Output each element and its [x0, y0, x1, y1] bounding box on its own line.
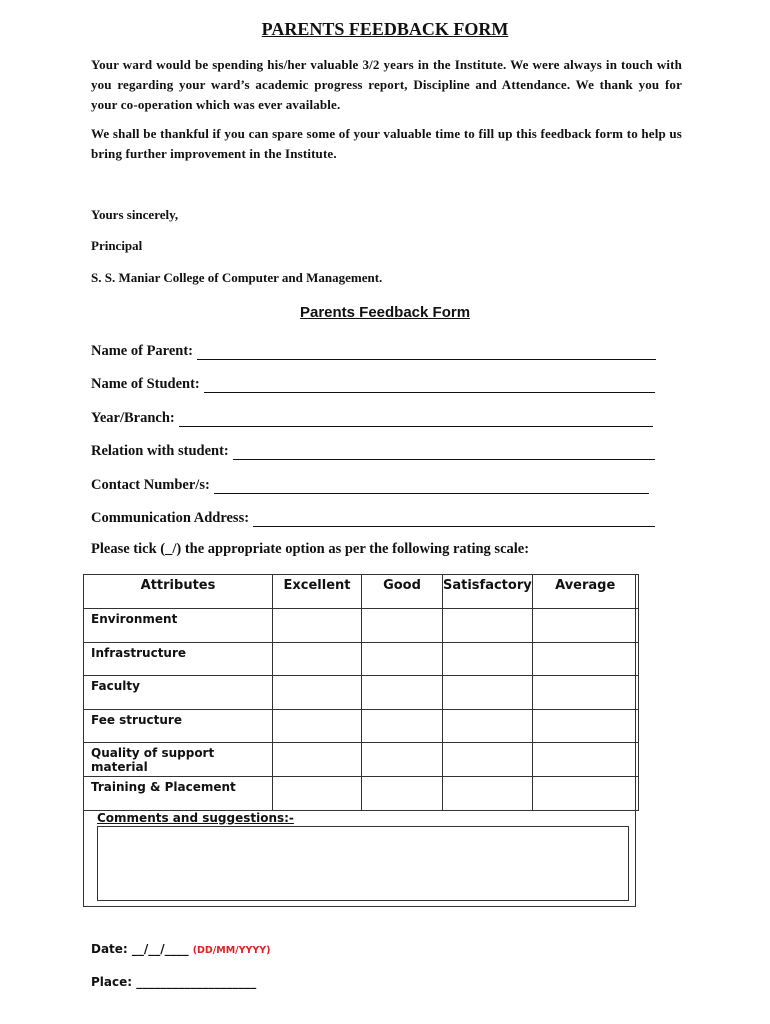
comments-textarea[interactable]: [97, 826, 629, 901]
rating-cell-excellent[interactable]: [273, 676, 362, 710]
address-field: [91, 507, 655, 527]
rating-cell-satisfactory[interactable]: [443, 743, 533, 777]
contact-number-input[interactable]: [214, 479, 649, 494]
table-row: [84, 676, 639, 710]
attribute-label: Training & Placement: [84, 776, 273, 810]
table-header-row: [84, 575, 639, 609]
field-label: Communication Address:: [91, 510, 250, 526]
rating-cell-excellent[interactable]: [273, 642, 362, 676]
field-label: Year/Branch:: [91, 410, 175, 426]
header-average: Average: [532, 575, 638, 609]
rating-cell-average[interactable]: [532, 609, 638, 643]
signoff-closing: Yours sincerely,: [91, 207, 179, 222]
relation-input[interactable]: [233, 445, 655, 460]
header-satisfactory: Satisfactory: [443, 575, 533, 609]
form-title: Parents Feedback Form: [299, 304, 471, 321]
rating-cell-good[interactable]: [362, 709, 443, 743]
rating-cell-good[interactable]: [362, 743, 443, 777]
relation-field: [91, 440, 655, 460]
field-label: Name of Student:: [91, 376, 200, 392]
header-excellent: Excellent: [273, 575, 362, 609]
signoff-designation: Principal: [91, 238, 143, 253]
rating-cell-excellent[interactable]: [273, 709, 362, 743]
table-row: [84, 743, 639, 777]
rating-cell-satisfactory[interactable]: [443, 709, 533, 743]
address-input[interactable]: [253, 512, 655, 527]
attribute-label: Environment: [84, 609, 273, 643]
rating-instruction: Please tick (_/) the appropriate option as per the following rating scale:: [91, 541, 530, 557]
rating-cell-good[interactable]: [362, 676, 443, 710]
comments-label: Comments and suggestions:-: [97, 811, 294, 825]
date-label[interactable]: Date: __/__/____: [91, 942, 189, 956]
rating-cell-good[interactable]: [362, 776, 443, 810]
table-row: [84, 776, 639, 810]
parent-name-input[interactable]: [197, 345, 656, 360]
header-attributes: Attributes: [84, 575, 273, 609]
rating-cell-satisfactory[interactable]: [443, 776, 533, 810]
intro-paragraph: Your ward would be spending his/her valuable 3/2 years in the Institute. We were always in touch with you regarding your ward’s academic progress report, Discipline and Attendance. We thank you for your co-operation which was ever available.: [91, 57, 682, 112]
rating-cell-good[interactable]: [362, 609, 443, 643]
page-title: PARENTS FEEDBACK FORM: [261, 19, 509, 39]
date-line: [91, 942, 271, 956]
rating-cell-excellent[interactable]: [273, 776, 362, 810]
rating-cell-excellent[interactable]: [273, 609, 362, 643]
attribute-label: Fee structure: [84, 709, 273, 743]
year-branch-field: [91, 407, 653, 427]
rating-cell-good[interactable]: [362, 642, 443, 676]
table-row: [84, 709, 639, 743]
table-row: [84, 642, 639, 676]
field-label: Contact Number/s:: [91, 477, 210, 493]
rating-cell-average[interactable]: [532, 709, 638, 743]
header-good: Good: [362, 575, 443, 609]
field-label: Name of Parent:: [91, 343, 194, 359]
signoff-institution: S. S. Maniar College of Computer and Management.: [91, 270, 383, 285]
student-name-field: [91, 373, 655, 393]
rating-cell-average[interactable]: [532, 642, 638, 676]
table-row: [84, 609, 639, 643]
date-format-hint: (DD/MM/YYYY): [192, 945, 271, 956]
attribute-label: Quality of support material: [84, 743, 273, 777]
rating-cell-average[interactable]: [532, 676, 638, 710]
field-label: Relation with student:: [91, 443, 229, 459]
rating-cell-average[interactable]: [532, 743, 638, 777]
intro-paragraph: We shall be thankful if you can spare some of your valuable time to fill up this feedback form to help us bring further improvement in the Institute.: [91, 126, 682, 161]
place-line: [91, 975, 256, 989]
attribute-label: Faculty: [84, 676, 273, 710]
contact-number-field: [91, 474, 649, 494]
place-label[interactable]: Place: ____________________: [91, 975, 257, 989]
parent-name-field: [91, 340, 656, 360]
attribute-label: Infrastructure: [84, 642, 273, 676]
rating-table: [83, 574, 639, 811]
rating-cell-average[interactable]: [532, 776, 638, 810]
student-name-input[interactable]: [204, 378, 655, 393]
rating-cell-satisfactory[interactable]: [443, 642, 533, 676]
rating-cell-excellent[interactable]: [273, 743, 362, 777]
year-branch-input[interactable]: [179, 412, 653, 427]
rating-cell-satisfactory[interactable]: [443, 676, 533, 710]
rating-cell-satisfactory[interactable]: [443, 609, 533, 643]
